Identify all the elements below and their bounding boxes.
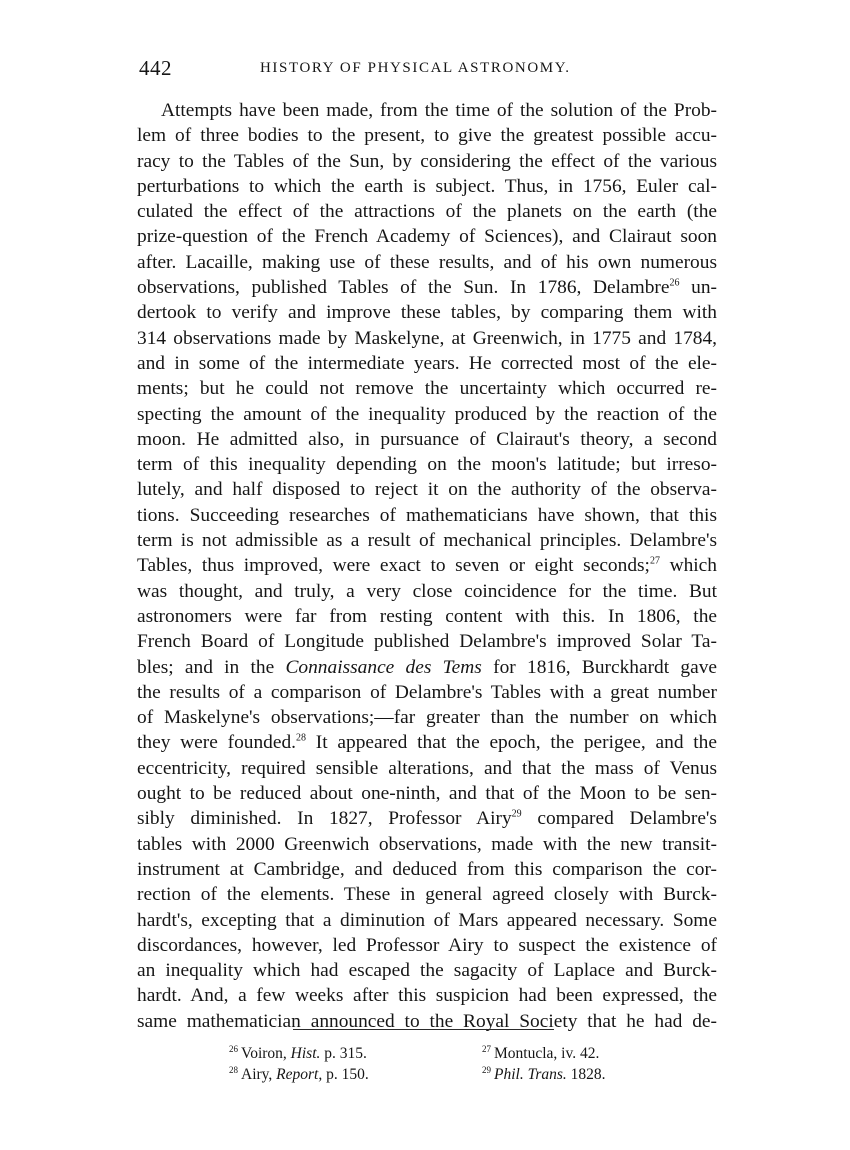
footnote-text: Airy, [241, 1066, 277, 1083]
footnote-ref-29: 29 [511, 808, 522, 820]
footnote-text: Voiron, [241, 1045, 291, 1062]
text-segment: observations, published Tables of the Sun. In 1786, Delambre [137, 277, 670, 299]
footnote-ref-27: 27 [649, 555, 660, 567]
text-line: astronomers were far from resting content with this. In 1806, the [137, 605, 717, 627]
text-line: 314 observations made by Maskelyne, at Greenwich, in 1775 and 1784, [137, 327, 717, 349]
text-line: term of this inequality depending on the moon's latitude; but irreso- [137, 454, 717, 476]
text-line: culated the effect of the attractions of the planets on the earth (the [137, 201, 717, 223]
footnote-italic: Report, [276, 1066, 323, 1083]
text-line [137, 730, 717, 755]
text-line: prize-question of the French Academy of Sciences), and Clairaut soon [137, 226, 717, 248]
page-header [139, 56, 719, 86]
footnote-number: 29 [482, 1064, 491, 1075]
page-number: 442 [139, 56, 172, 80]
text-line: Attempts have been made, from the time of the solution of the Prob- [161, 100, 717, 121]
text-segment: for 1816, Burckhardt gave [481, 656, 717, 678]
footnote-text: p. 315. [320, 1045, 367, 1062]
footnote-number: 27 [482, 1043, 491, 1054]
italic-title: Connaissance des Tems [285, 656, 482, 678]
text-line [137, 553, 717, 578]
text-line: the results of a comparison of Delambre's Tables with a great number [137, 681, 717, 703]
text-line: term is not admissible as a result of mechanical principles. Delambre's [137, 530, 717, 552]
footnote-28 [229, 1064, 369, 1085]
text-line: ought to be reduced about one-ninth, and that of the Moon to be sen- [137, 783, 717, 805]
footnote-26 [229, 1043, 367, 1064]
text-line: moon. He admitted also, in pursuance of Clairaut's theory, a second [137, 428, 717, 450]
text-line: of Maskelyne's observations;—far greater than the number on which [137, 707, 717, 729]
text-segment: which [659, 555, 717, 577]
text-line: specting the amount of the inequality produced by the reaction of the [137, 403, 717, 425]
text-line: instrument at Cambridge, and deduced from this comparison the cor- [137, 858, 717, 880]
text-line: dertook to verify and improve these tables, by comparing them with [137, 302, 717, 324]
text-line [137, 275, 717, 300]
text-line: an inequality which had escaped the sagacity of Laplace and Burck- [137, 960, 717, 982]
footnote-text: 1828. [566, 1066, 606, 1083]
text-line: hardt. And, a few weeks after this suspicion had been expressed, the [137, 985, 717, 1007]
footnote-divider [293, 1029, 554, 1030]
text-segment: Tables, thus improved, were exact to seven or eight seconds; [137, 555, 650, 577]
text-line: racy to the Tables of the Sun, by considering the effect of the various [137, 150, 717, 172]
text-line: hardt's, excepting that a diminution of Mars appeared necessary. Some [137, 909, 717, 931]
footnote-number: 26 [229, 1043, 238, 1054]
footnote-ref-26: 26 [669, 277, 680, 289]
text-line: French Board of Longitude published Delambre's improved Solar Ta- [137, 631, 717, 653]
footnote-29 [482, 1064, 606, 1085]
text-segment: It appeared that the epoch, the perigee, and the [306, 732, 717, 754]
text-segment: they were founded. [137, 732, 296, 754]
text-line: was thought, and truly, a very close coincidence for the time. But [137, 580, 717, 602]
text-line: same mathematician announced to the Royal Society that he had de- [137, 1010, 717, 1032]
footnote-text: p. 150. [322, 1066, 369, 1083]
text-line [137, 806, 717, 831]
text-line: ments; but he could not remove the uncertainty which occurred re- [137, 378, 717, 400]
text-line: perturbations to which the earth is subject. Thus, in 1756, Euler cal- [137, 175, 717, 197]
footnote-italic: Hist. [290, 1045, 321, 1062]
running-head: HISTORY OF PHYSICAL ASTRONOMY. [260, 60, 571, 76]
text-segment: bles; and in the [137, 656, 286, 678]
text-segment: un- [679, 277, 717, 299]
text-segment: sibly diminished. In 1827, Professor Airy [137, 808, 512, 830]
text-segment: compared Delambre's [521, 808, 717, 830]
footnote-ref-28: 28 [296, 732, 306, 744]
footnote-italic: Phil. Trans. [494, 1066, 567, 1083]
text-line: after. Lacaille, making use of these results, and of his own numerous [137, 251, 717, 273]
footnote-text: Montucla, iv. 42. [494, 1045, 600, 1062]
footnote-27 [482, 1043, 599, 1064]
footnote-number: 28 [229, 1064, 238, 1075]
text-line: eccentricity, required sensible alterations, and that the mass of Venus [137, 757, 717, 779]
text-line [137, 655, 717, 680]
text-line: tions. Succeeding researches of mathematicians have shown, that this [137, 504, 717, 526]
text-line: tables with 2000 Greenwich observations, made with the new transit- [137, 833, 717, 855]
text-line: rection of the elements. These in general agreed closely with Burck- [137, 884, 717, 906]
text-line: lem of three bodies to the present, to give the greatest possible accu- [137, 125, 717, 147]
text-line: discordances, however, led Professor Airy to suspect the existence of [137, 934, 717, 956]
text-line: and in some of the intermediate years. He corrected most of the ele- [137, 352, 717, 374]
text-line: lutely, and half disposed to reject it on the authority of the observa- [137, 479, 717, 501]
body-paragraph [137, 98, 717, 1034]
